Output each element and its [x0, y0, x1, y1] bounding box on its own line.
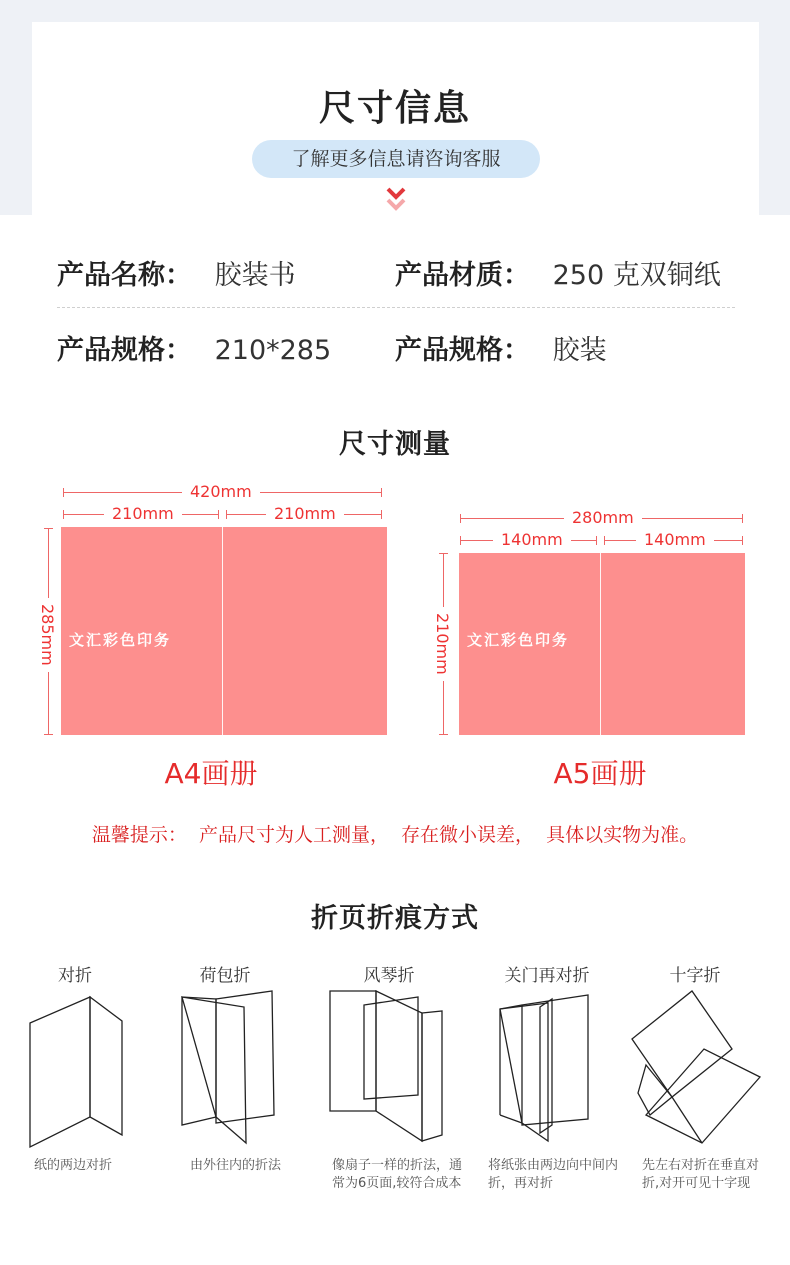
- product-material-value: 250 克双铜纸: [552, 260, 721, 291]
- dim-tick: [63, 510, 64, 519]
- fold-name-accordion: 风琴折: [363, 966, 415, 986]
- dim-tick: [596, 536, 597, 545]
- product-binding-row: [395, 328, 607, 367]
- dim-tick: [226, 510, 227, 519]
- dim-tick: [63, 488, 64, 497]
- product-binding-label: 产品规格：: [395, 335, 530, 366]
- dim-tick: [460, 514, 461, 523]
- cross-fold-icon: [628, 985, 764, 1153]
- product-name-label: 产品名称：: [57, 260, 192, 291]
- a4-right-width: 210mm: [266, 504, 344, 523]
- fold-desc-half: 纸的两边对折: [34, 1158, 113, 1173]
- fold-desc-gate: 将纸张由两边向中间内折，再对折: [488, 1158, 619, 1191]
- product-spec-label: 产品规格：: [57, 335, 192, 366]
- gate-fold-icon: [496, 985, 596, 1153]
- fold-name-gate: 关门再对折: [504, 966, 590, 986]
- a4-album-label: A4画册: [164, 757, 258, 790]
- page-title: 尺寸信息: [318, 88, 471, 129]
- a4-height: 285mm: [38, 598, 57, 672]
- a5-height: 210mm: [433, 607, 452, 681]
- dim-tick: [44, 734, 53, 735]
- a5-left-width: 140mm: [493, 530, 571, 549]
- dim-tick: [218, 510, 219, 519]
- a5-fold-line: [600, 553, 601, 735]
- fold-desc-accordion: 像扇子一样的折法，通常为6页面,较符合成本: [332, 1158, 463, 1191]
- a4-fold-line: [222, 527, 223, 735]
- dim-tick: [742, 536, 743, 545]
- chevron-down-icon: [386, 187, 406, 215]
- fold-desc-roll: 由外往内的折法: [190, 1158, 282, 1173]
- product-spec-row: [57, 328, 331, 367]
- half-fold-icon: [28, 985, 124, 1153]
- roll-fold-icon: [180, 985, 276, 1153]
- folding-section-title: 折页折痕方式: [311, 903, 479, 934]
- product-name-row: [57, 253, 296, 292]
- a5-spread: [459, 553, 745, 735]
- product-binding-value: 胶装: [552, 335, 607, 366]
- product-name-value: 胶装书: [214, 260, 296, 291]
- dim-tick: [604, 536, 605, 545]
- dim-tick: [439, 553, 448, 554]
- fold-name-half: 对折: [58, 966, 92, 986]
- product-material-label: 产品材质：: [395, 260, 530, 291]
- dim-tick: [381, 488, 382, 497]
- a5-total-width: 280mm: [564, 508, 642, 527]
- measure-section-title: 尺寸测量: [339, 429, 451, 460]
- dim-tick: [742, 514, 743, 523]
- accordion-fold-icon: [326, 985, 446, 1153]
- fold-name-roll: 荷包折: [199, 966, 251, 986]
- a4-left-width: 210mm: [104, 504, 182, 523]
- info-divider: [57, 307, 735, 308]
- dim-tick: [439, 734, 448, 735]
- fold-desc-cross: 先左右对折在垂直对折,对开可见十字现: [642, 1158, 760, 1191]
- contact-service-pill[interactable]: 了解更多信息请咨询客服: [252, 140, 540, 178]
- dim-tick: [460, 536, 461, 545]
- dim-tick: [44, 528, 53, 529]
- product-spec-value: 210*285: [214, 335, 332, 366]
- fold-name-cross: 十字折: [669, 966, 721, 986]
- a4-total-width: 420mm: [182, 482, 260, 501]
- dim-tick: [381, 510, 382, 519]
- measurement-tip: 温馨提示： 产品尺寸为人工测量， 存在微小误差， 具体以实物为准。: [91, 824, 699, 846]
- a5-right-width: 140mm: [636, 530, 714, 549]
- a4-spread: [61, 527, 387, 735]
- a5-album-label: A5画册: [553, 757, 647, 790]
- product-material-row: [395, 253, 721, 292]
- a5-brand-text: 文汇彩色印务: [467, 631, 570, 649]
- a4-brand-text: 文汇彩色印务: [69, 631, 172, 649]
